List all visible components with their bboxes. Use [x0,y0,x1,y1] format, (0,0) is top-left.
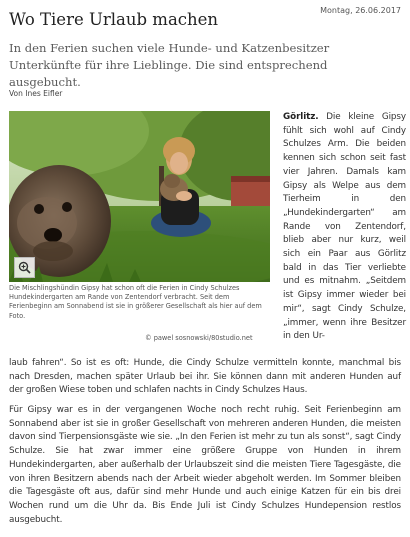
publication-date: Montag, 26.06.2017 [320,6,401,15]
article-paragraph-continuation: laub fahren“. So ist es oft: Hunde, die Cindy Schulze vermitteln konnte, manchmal bis nach Dresden, machen später Urlaub bei ihr. Sie können dann mit anderen Hunden auf der großen Wiese toben und schlafen nachts in Cindy Schulzes Haus. [9,358,401,396]
article-headline: Wo Tiere Urlaub machen [9,10,219,29]
dateline: Görlitz. [283,112,319,122]
zoom-button[interactable] [14,257,35,278]
zoom-in-icon [18,261,31,274]
article-subheadline: In den Ferien suchen viele Hunde- und Katzenbesitzer Unterkünfte für ihre Lieblinge. Die sind entsprechend ausgebucht. [9,41,330,89]
lead-text: Die kleine Gipsy fühlt sich wohl auf Cindy Schulzes Arm. Die beiden kennen sich schon seit fast vier Jahren. Damals kam Gipsy als Welpe aus dem Tierheim in den „Hundekindergarten“ am Rande von Zentendorf, blieb aber nur kurz, weil sich ein Paar aus Görlitz bald in das Tier verliebte und es mitnahm. „Seitdem ist Gipsy immer wieder bei mir“, sagt Cindy Schulze, „immer, wenn ihre Besitzer in den Ur- [283,112,406,342]
article-photo[interactable] [9,111,270,282]
article-paragraph: Für Gipsy war es in der vergangenen Woche noch recht ruhig. Seit Ferienbeginn am Sonnabend aber ist sie in großer Gesellschaft von mehreren anderen Hunden, die meisten davon sind Tierpensionsgäste wie sie. „In den Ferien ist mehr zu tun als sonst“, sagt Cindy Schulze. Sie hat zwar immer eine größere Gruppe von Hunden in ihrem Hundekindergarten, aber außerhalb der Urlaubszeit sind die meisten Tiere Tagesgäste, die von ihren Besitzern abends nach der Arbeit wieder abgeholt werden. Im Sommer bleiben die Tagesgäste oft aus, dafür sind mehr Hunde und auch einige Katzen für ein bis drei Wochen rund um die Uhr da. Bis Ende Juli ist Cindy Schulzes Hundepension restlos ausgebucht. [9,405,401,525]
article-lead-paragraph [283,111,406,344]
photo-caption: Die Mischlingshündin Gipsy hat schon oft die Ferien in Cindy Schulzes Hundekindergarten am Rande von Zentendorf verbracht. Seit dem Ferienbeginn am Sonnabend ist sie in größerer Gesellschaft als hier auf dem Foto. [9,284,262,320]
dog-and-woman-photo [9,111,270,282]
photo-credit: © pawel sosnowski/80studio.net [145,334,253,342]
article-byline: Von Ines Eifler [9,89,63,98]
